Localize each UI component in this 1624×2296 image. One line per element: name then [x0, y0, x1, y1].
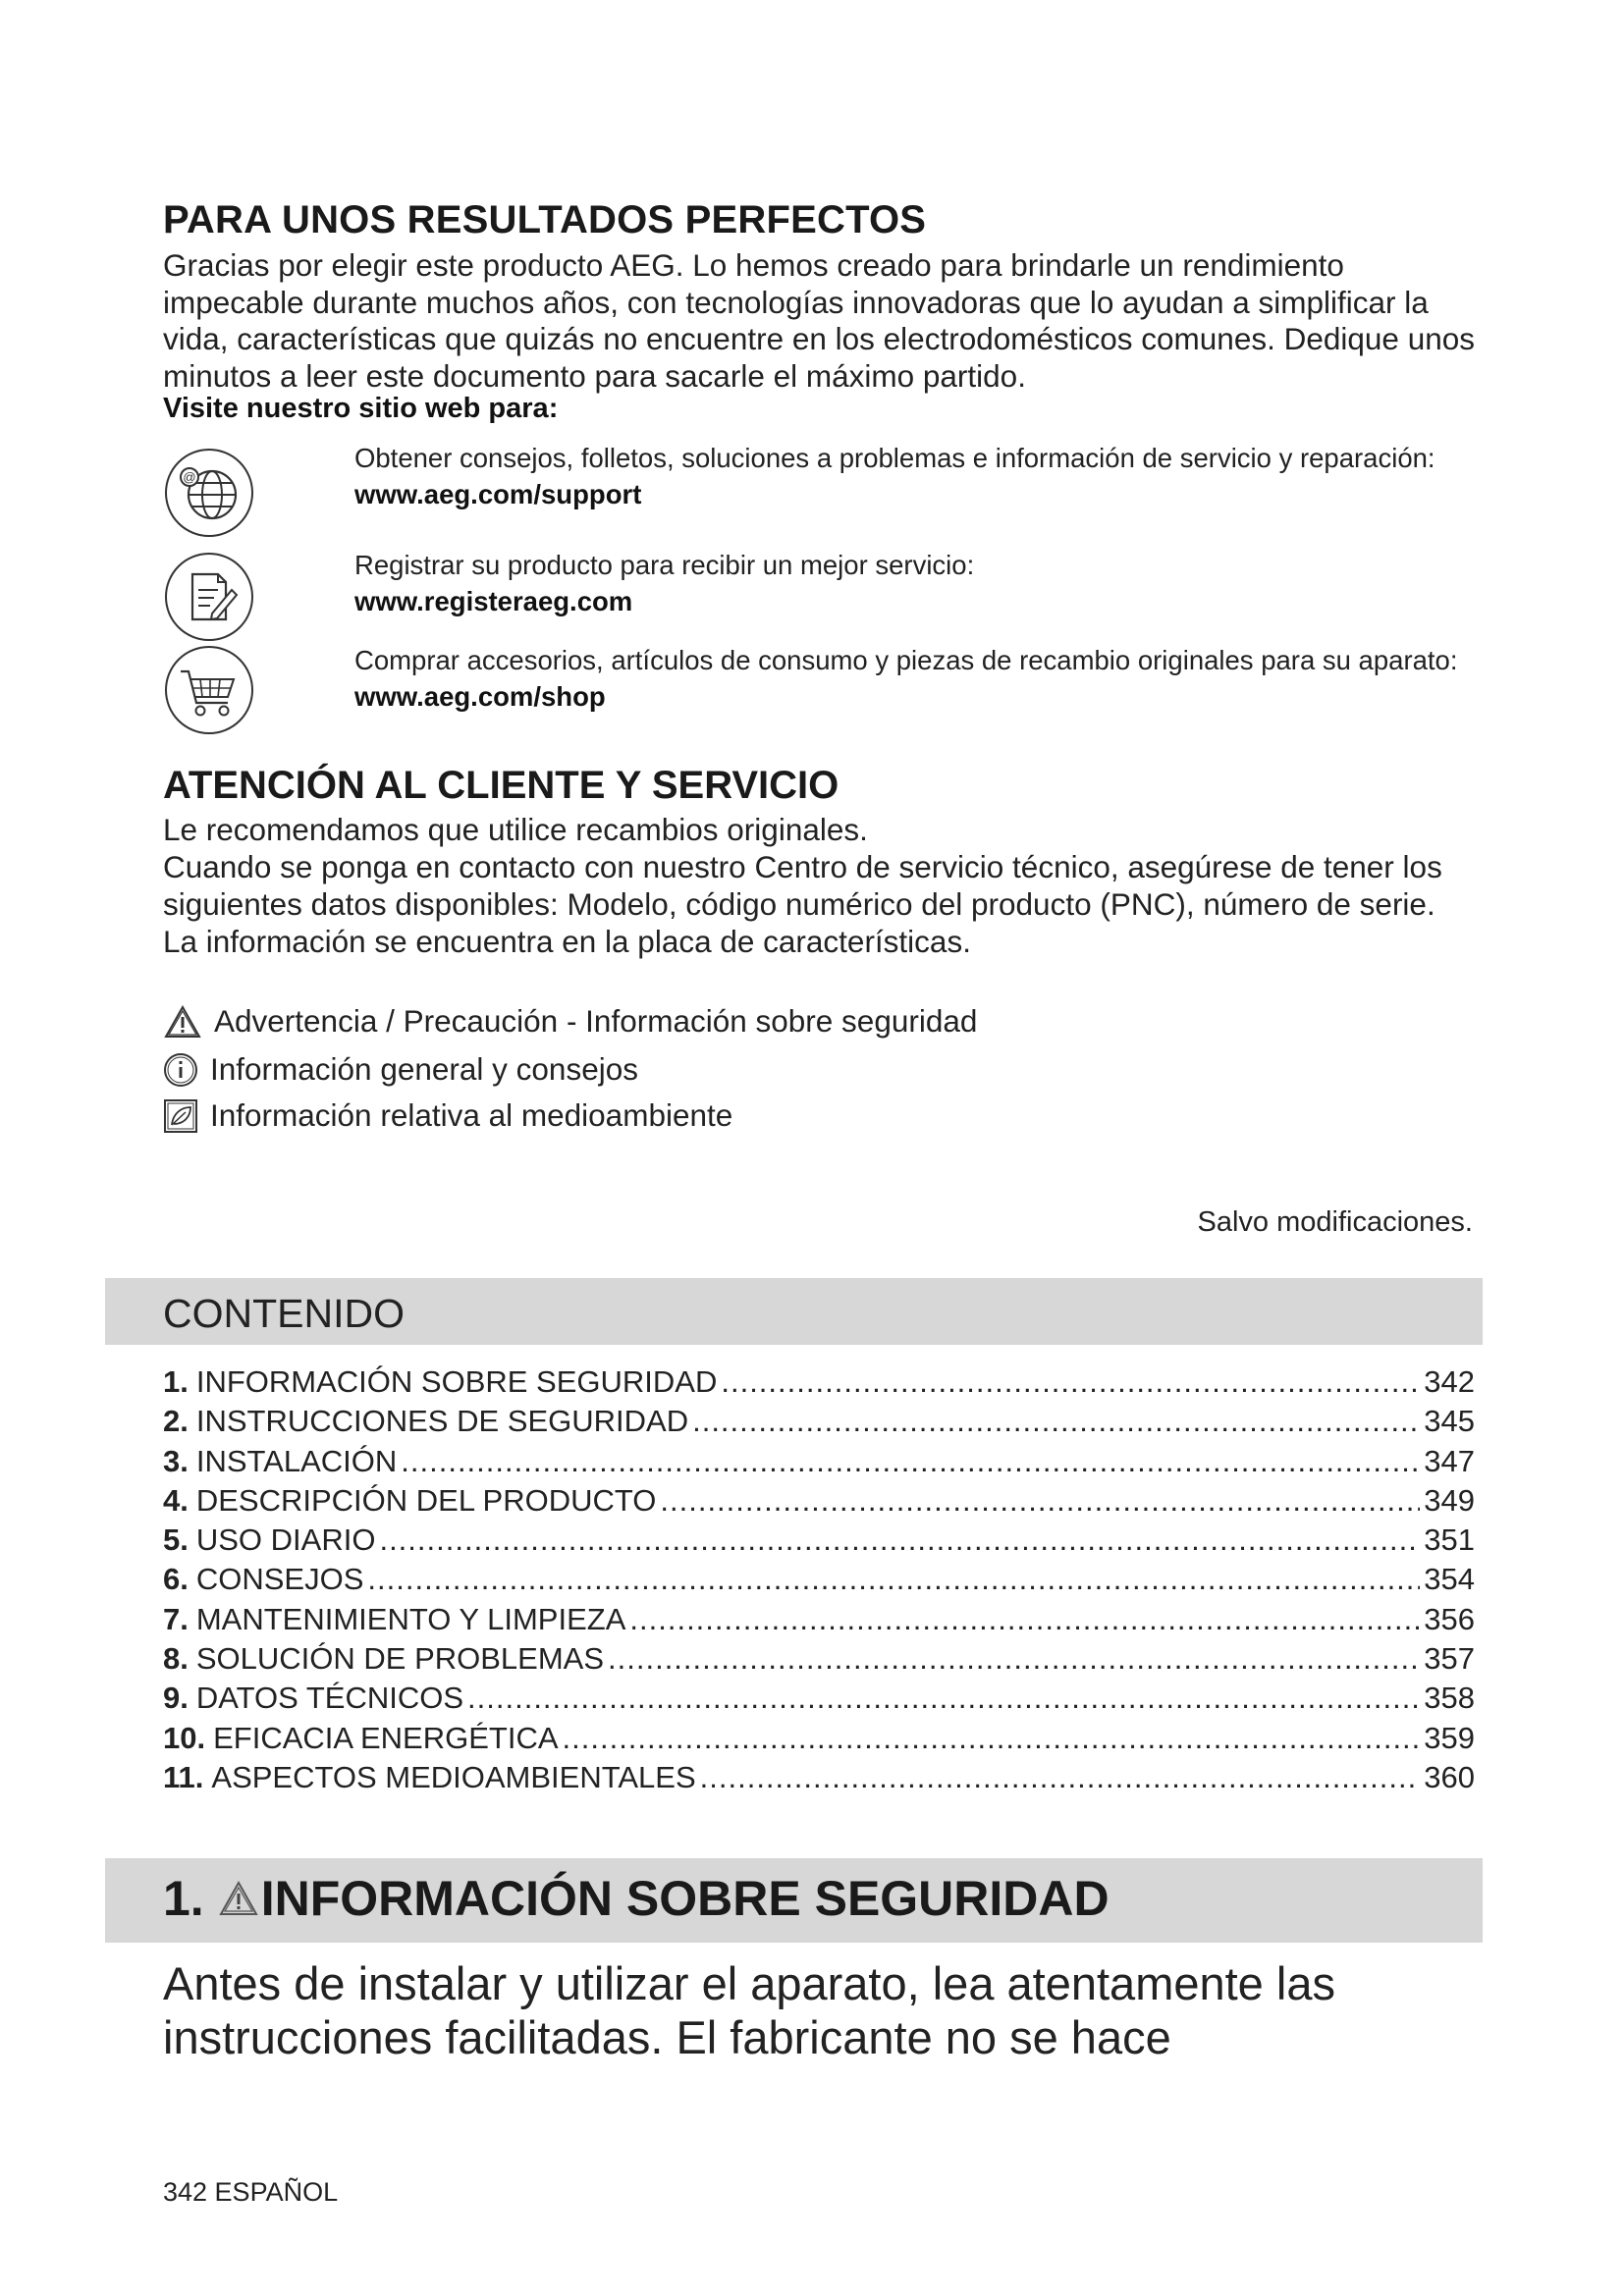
section-title: [163, 1870, 1110, 1927]
register-link[interactable]: www.registeraeg.com: [354, 585, 633, 616]
toc-item[interactable]: 7. MANTENIMIENTO Y LIMPIEZA ..... 356: [163, 1602, 1475, 1641]
toc-item[interactable]: 10. EFICACIA ENERGÉTICA ..... 359: [163, 1721, 1475, 1760]
legend-warning-text: Advertencia / Precaución - Información sobre seguridad: [214, 1003, 978, 1039]
toc-item[interactable]: 11. ASPECTOS MEDIOAMBIENTALES ..... 360: [163, 1760, 1475, 1799]
table-of-contents: [163, 1364, 1475, 1799]
service-shop-text: Comprar accesorios, artículos de consumo y piezas de recambio originales para su aparato:: [354, 645, 1458, 675]
warning-triangle-icon: [163, 1004, 202, 1040]
legend-environment: [163, 1097, 732, 1134]
legend-warning: [163, 1003, 977, 1040]
intro-title: PARA UNOS RESULTADOS PERFECTOS: [163, 198, 927, 241]
support-link[interactable]: www.aeg.com/support: [354, 478, 642, 509]
globe-icon: [163, 447, 255, 539]
shop-link[interactable]: www.aeg.com/shop: [354, 680, 606, 712]
service-support: [354, 441, 1474, 512]
service-shop: [354, 643, 1474, 715]
service-register-text: Registrar su producto para recibir un mejor servicio:: [354, 550, 975, 580]
customer-paragraph-1: Le recomendamos que utilice recambios originales.: [163, 812, 868, 847]
toc-item[interactable]: 2. INSTRUCCIONES DE SEGURIDAD ..... 345: [163, 1404, 1475, 1443]
legend-info: [163, 1051, 638, 1088]
legend-info-text: Información general y consejos: [210, 1051, 638, 1087]
warning-triangle-icon: [218, 1880, 259, 1917]
toc-item[interactable]: 5. USO DIARIO ..... 351: [163, 1522, 1475, 1562]
customer-body: [163, 811, 1479, 960]
toc-item[interactable]: 9. DATOS TÉCNICOS ..... 358: [163, 1681, 1475, 1720]
service-register: [354, 548, 1474, 619]
leaf-icon: [163, 1098, 198, 1134]
page-footer: 342 ESPAÑOL: [163, 2177, 339, 2207]
svg-text:@: @: [183, 469, 196, 485]
section-heading: INFORMACIÓN SOBRE SEGURIDAD: [260, 1871, 1110, 1926]
shopping-cart-icon: [163, 644, 255, 736]
toc-item[interactable]: 3. INSTALACIÓN ..... 347: [163, 1444, 1475, 1483]
toc-item[interactable]: 6. CONSEJOS ..... 354: [163, 1562, 1475, 1601]
intro-body: Gracias por elegir este producto AEG. Lo hemos creado para brindarle un rendimiento impecable durante muchos años, con tecnologías innovadoras que lo ayudan a simplificar la vida, características que quizás no encuentre en los electrodomésticos comunes. Dedique unos minutos a leer este documento para sacarle el máximo partido.: [163, 247, 1475, 394]
visit-label: Visite nuestro sitio web para:: [163, 393, 559, 424]
info-icon: [163, 1052, 198, 1088]
section-number: 1.: [163, 1871, 204, 1926]
customer-title: ATENCIÓN AL CLIENTE Y SERVICIO: [163, 764, 839, 807]
register-icon: [163, 551, 255, 643]
legend-environment-text: Información relativa al medioambiente: [210, 1097, 733, 1133]
section-lead-text: Antes de instalar y utilizar el aparato, lea atentamente las instrucciones facilitadas. El fabricante no se hace: [163, 1957, 1335, 2063]
toc-item[interactable]: 8. SOLUCIÓN DE PROBLEMAS ..... 357: [163, 1641, 1475, 1681]
customer-paragraph-3: La información se encuentra en la placa de características.: [163, 924, 971, 959]
customer-paragraph-2: Cuando se ponga en contacto con nuestro Centro de servicio técnico, asegúrese de tener los siguientes datos disponibles: Modelo, código numérico del producto (PNC), número de serie.: [163, 849, 1442, 922]
modifications-note: Salvo modificaciones.: [1197, 1206, 1473, 1238]
toc-item[interactable]: 4. DESCRIPCIÓN DEL PRODUCTO ..... 349: [163, 1483, 1475, 1522]
toc-title: CONTENIDO: [163, 1291, 405, 1336]
service-support-text: Obtener consejos, folletos, soluciones a problemas e información de servicio y reparación:: [354, 443, 1435, 473]
toc-item[interactable]: 1. INFORMACIÓN SOBRE SEGURIDAD ..... 342: [163, 1364, 1475, 1404]
